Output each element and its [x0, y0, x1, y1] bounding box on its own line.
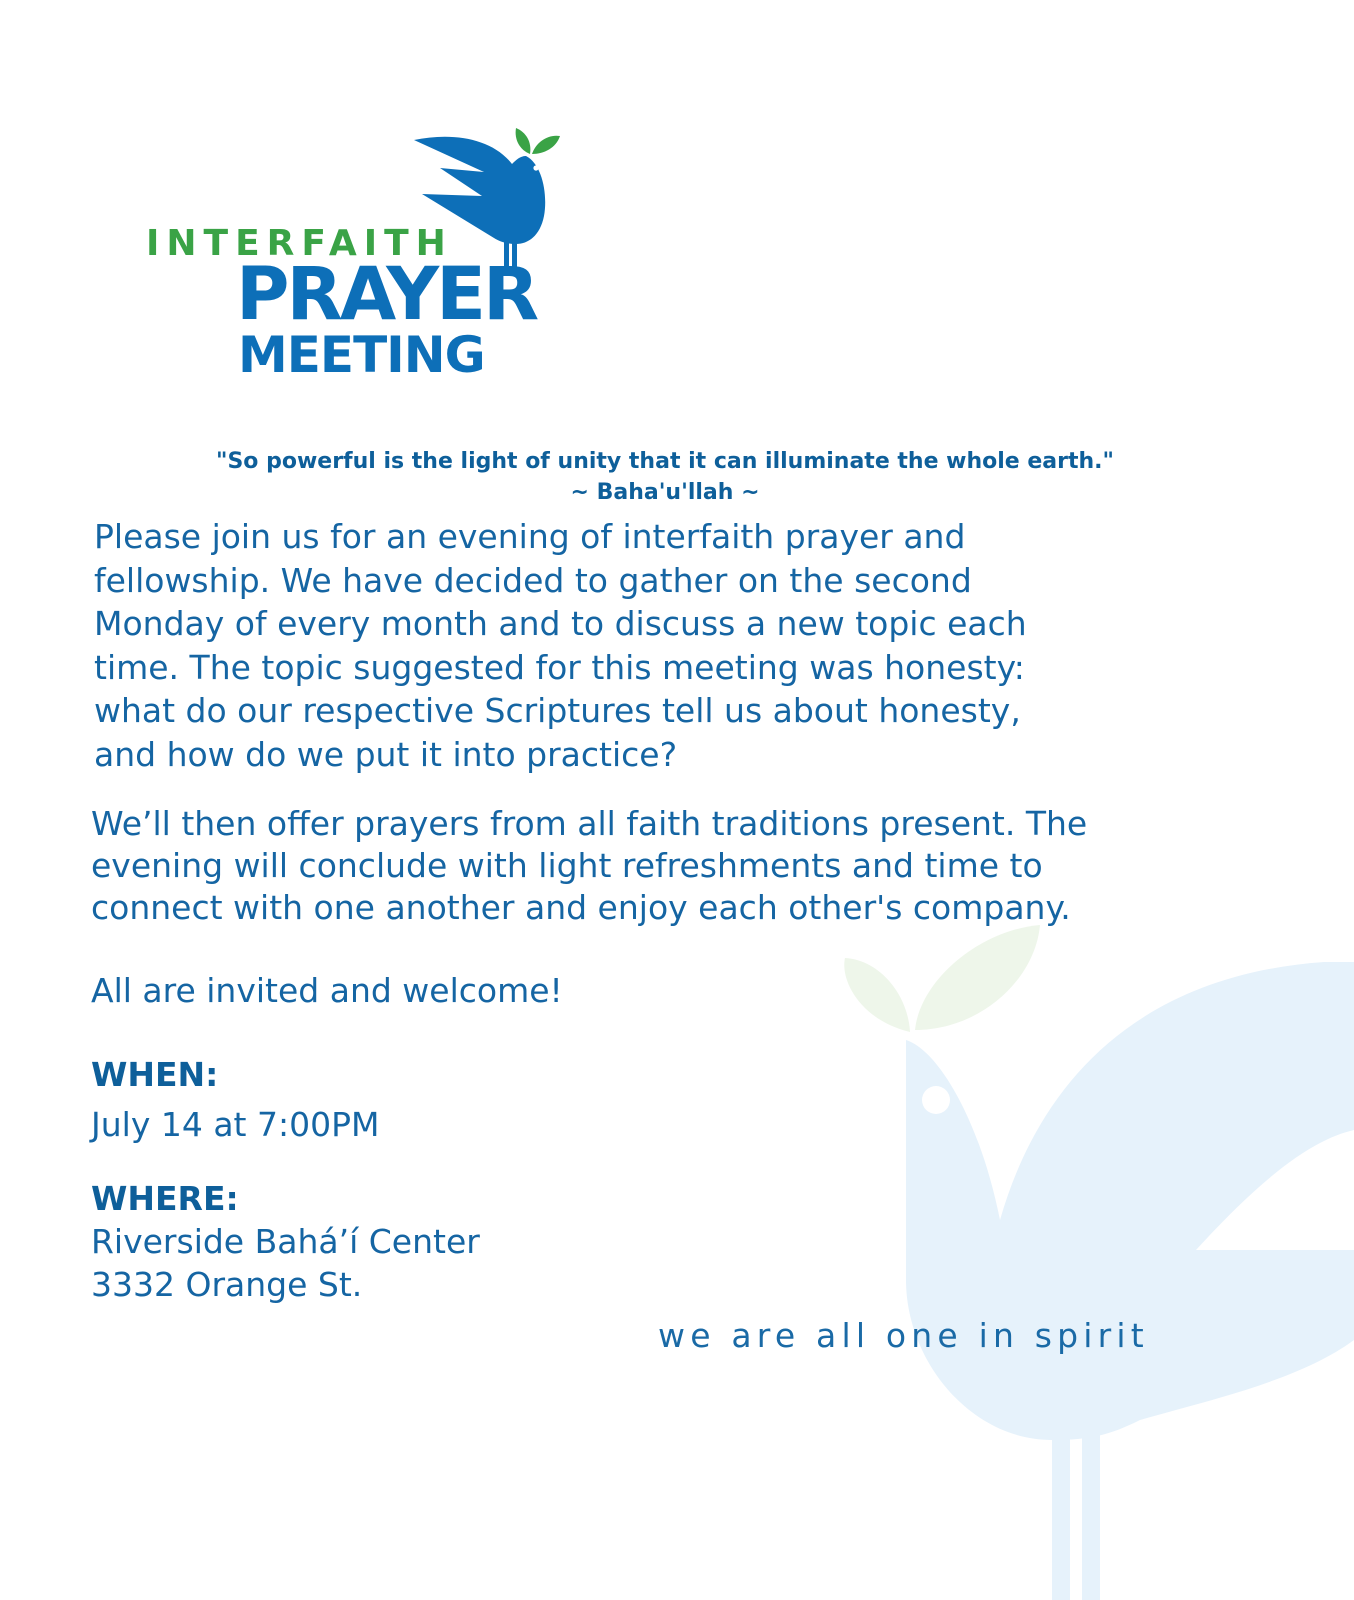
tagline: we are all one in spirit	[658, 1316, 1149, 1355]
intro-line: Please join us for an evening of interfaith prayer and	[94, 517, 966, 556]
when-label: WHEN:	[91, 1055, 219, 1094]
details-line: We’ll then offer prayers from all faith traditions present. The	[91, 804, 1088, 843]
quote-text: "So powerful is the light of unity that it can illuminate the whole earth."	[216, 449, 1114, 474]
intro-line: what do our respective Scriptures tell us about honesty,	[94, 691, 1021, 730]
intro-line: fellowship. We have decided to gather on the second	[94, 560, 972, 600]
quote-attribution: ~ Baha'u'llah ~	[570, 480, 760, 505]
where-value	[91, 1220, 480, 1306]
event-logo	[140, 122, 570, 392]
venue-name: Riverside Bahá’í Center	[91, 1222, 480, 1261]
intro-line: and how do we put it into practice?	[94, 734, 678, 774]
intro-line: time. The topic suggested for this meeting was honesty:	[94, 647, 1025, 687]
logo-line-prayer: PRAYER	[236, 252, 537, 337]
where-label: WHERE:	[91, 1179, 239, 1218]
logo-line-interfaith: INTERFAITH	[146, 223, 453, 264]
details-paragraph	[91, 803, 1241, 929]
when-value: July 14 at 7:00PM	[91, 1105, 380, 1144]
details-line: connect with one another and enjoy each other's company.	[91, 888, 1071, 927]
intro-line: Monday of every month and to discuss a new topic each	[94, 604, 1027, 643]
intro-paragraph	[94, 515, 1194, 776]
invite-text: All are invited and welcome!	[91, 971, 563, 1010]
quote-block	[0, 446, 1330, 508]
dove-watermark-icon	[840, 920, 1354, 1600]
details-line: evening will conclude with light refreshments and time to	[91, 846, 1043, 885]
venue-address: 3332 Orange St.	[91, 1265, 363, 1304]
logo-line-meeting: MEETING	[238, 326, 485, 384]
